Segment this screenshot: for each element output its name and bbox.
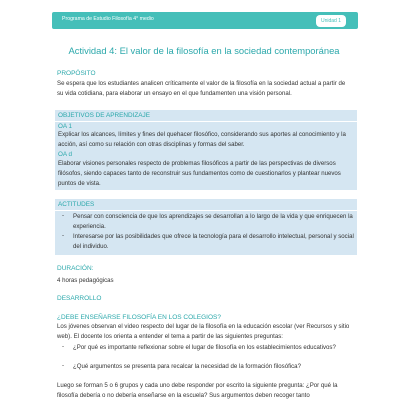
- oa-1-label: OA 1: [58, 123, 73, 130]
- duracion-heading: DURACIÓN:: [57, 265, 94, 272]
- actitud-text: Pensar con consciencia de que los aprendizajes se desarrollan a lo largo de la vida y que enriquecen la experiencia.: [73, 213, 353, 230]
- program-name: Programa de Estudio Filosofía 4° medio: [62, 16, 154, 22]
- proposito-text: Se espera que los estudiantes analicen críticamente el valor de la filosofía en la sociedad actual a partir de su vida cotidiana, para elaborar un ensayo en el que fundamenten una visión personal.: [57, 80, 346, 97]
- desarrollo-heading: DESARROLLO: [57, 295, 102, 302]
- actitudes-box: [55, 199, 357, 255]
- oa-1-text: Explicar los alcances, límites y fines del quehacer filosófico, considerando sus aportes al conocimiento y la acción, así como su relación con otras disciplinas y formas del saber.: [58, 131, 346, 148]
- desarrollo-intro: Los jóvenes observan el video respecto del lugar de la filosofía en la educación escolar (ver Recursos y sitio web). El docente los orienta a entender el tema a partir de las siguientes preguntas:: [57, 323, 350, 340]
- duracion-text: 4 horas pedagógicas: [57, 277, 114, 284]
- proposito-heading: PROPÓSITO: [57, 70, 96, 77]
- unit-label: Unidad 1: [320, 17, 341, 24]
- desarrollo-subheading: ¿DEBE ENSEÑARSE FILOSOFÍA EN LOS COLEGIOS?: [57, 314, 221, 321]
- oa-d-label: OA d: [58, 151, 73, 158]
- desarrollo-closing: Luego se forman 5 o 6 grupos y cada uno debe responder por escrito la siguiente pregunta: ¿Por qué la filosofía debería o no debería enseñarse en la escuela? Sus argumentos deben recoger tanto: [57, 382, 338, 399]
- page-title: Actividad 4: El valor de la filosofía en la sociedad contemporánea: [68, 45, 340, 56]
- bullet-dash: -: [62, 212, 65, 219]
- actitudes-heading: ACTITUDES: [58, 201, 95, 208]
- bullet-dash: -: [62, 343, 65, 350]
- header-bar: [52, 12, 358, 29]
- actitudes-divider: [55, 210, 357, 211]
- question-text: ¿Qué argumentos se presenta para recalcar la necesidad de la formación filosófica?: [73, 363, 301, 370]
- bullet-dash: -: [62, 362, 65, 369]
- objetivos-heading: OBJETIVOS DE APRENDIZAJE: [58, 112, 150, 119]
- oa-d-text: Elaborar visiones personales respecto de problemas filosóficos a partir de las perspectivas de diversos filósofos, siendo capaces tanto de reconstruir sus fundamentos como de cuestionarlos y plantear nuevos puntos de vista.: [58, 160, 341, 187]
- objetivos-box: [55, 110, 357, 190]
- objetivos-divider: [55, 121, 357, 122]
- unit-badge: [316, 15, 346, 27]
- bullet-dash: -: [62, 232, 65, 239]
- actitud-text: Interesarse por las posibilidades que ofrece la tecnología para el desarrollo intelectual, personal y social del individuo.: [73, 233, 354, 250]
- question-text: ¿Por qué es importante reflexionar sobre el lugar de filosofía en los establecimientos educativos?: [73, 344, 336, 351]
